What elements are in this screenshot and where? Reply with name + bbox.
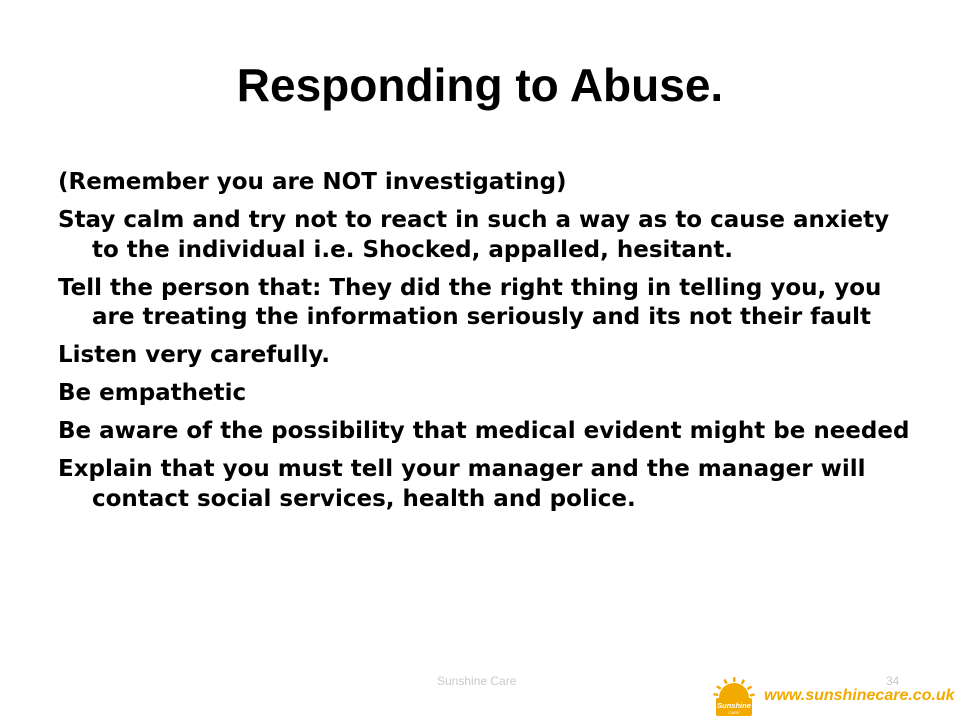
slide-body <box>58 168 918 523</box>
bullet-point: Be empathetic <box>58 380 247 406</box>
bullet-point: (Remember you are NOT investigating) <box>58 169 567 195</box>
bullet-point: Be aware of the possibility that medical evident might be needed <box>58 418 910 444</box>
logo-text: Sunshine <box>717 701 751 710</box>
bullet-point: Tell the person that: They did the right thing in telling you, you are treating the information seriously and its not their fault <box>58 274 882 330</box>
bullet-point: Listen very carefully. <box>58 342 331 368</box>
website-link[interactable]: www.sunshinecare.co.uk <box>764 687 955 704</box>
bullet-point: Explain that you must tell your manager and the manager will contact social services, health and police. <box>58 456 866 512</box>
bullet-point: Stay calm and try not to react in such a way as to cause anxiety to the individual i.e. Shocked, appalled, hesitant. <box>58 207 890 263</box>
sunshine-logo-icon <box>712 676 756 716</box>
logo-subtext: CARE <box>728 710 740 715</box>
brand-footer <box>712 676 955 716</box>
footer-organization: Sunshine Care <box>437 674 517 688</box>
page-number: 34 <box>886 674 900 688</box>
slide-title: Responding to Abuse. <box>236 59 724 111</box>
